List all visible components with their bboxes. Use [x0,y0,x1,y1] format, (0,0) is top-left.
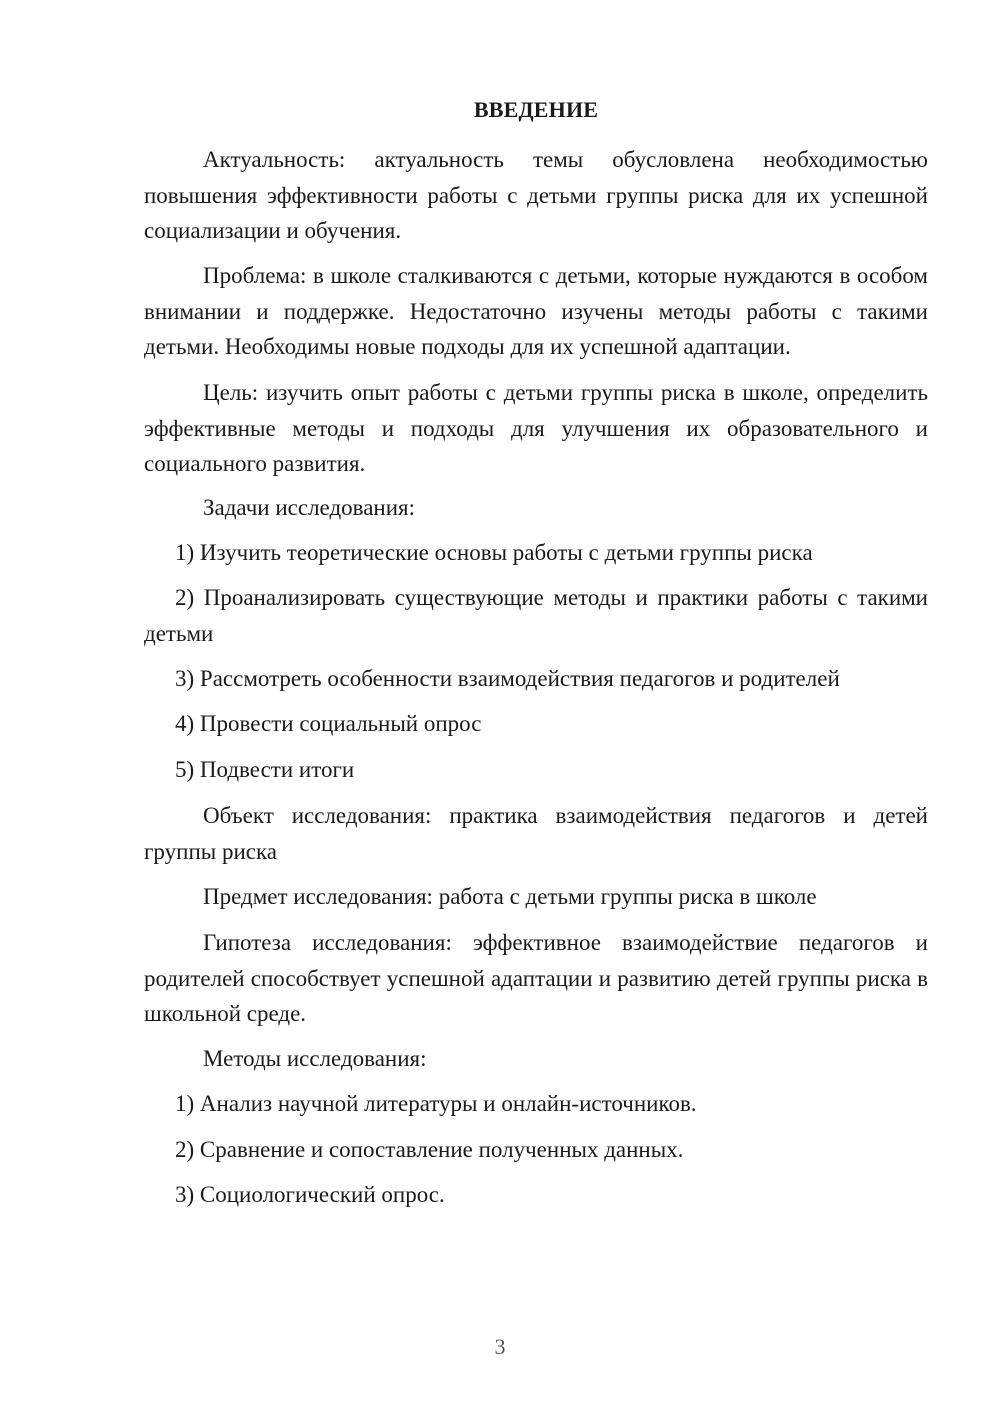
method-item: 2) Сравнение и сопоставление полученных данных. [175,1137,684,1162]
method-item: 1) Анализ научной литературы и онлайн-источников. [175,1091,697,1116]
task-item: 1) Изучить теоретические основы работы с детьми группы риска [175,540,813,565]
problem-paragraph: Проблема: в школе сталкиваются с детьми, которые нуждаются в особом внимании и поддержке. Недостаточно изучены методы работы с такими детьми. Необходимы новые подходы для их успешной адаптации. [144,263,928,359]
task-item: 3) Рассмотреть особенности взаимодействия педагогов и родителей [175,666,840,691]
tasks-heading: Задачи исследования: [203,495,416,520]
task-item: 4) Провести социальный опрос [175,711,482,736]
method-item: 3) Социологический опрос. [175,1182,445,1207]
goal-paragraph: Цель: изучить опыт работы с детьми группы риска в школе, определить эффективные методы и подходы для улучшения их образовательного и социального развития. [144,380,928,476]
page-title: ВВЕДЕНИЕ [473,97,599,122]
task-item: 2) Проанализировать существующие методы и практики работы с такими детьми [144,585,928,646]
hypothesis-paragraph: Гипотеза исследования: эффективное взаимодействие педагогов и родителей способствует успешной адаптации и развитию детей группы риска в школьной среде. [144,930,928,1026]
relevance-paragraph: Актуальность: актуальность темы обусловлена необходимостью повышения эффективности работы с детьми группы риска для их успешной социализации и обучения. [144,147,928,243]
object-paragraph: Объект исследования: практика взаимодействия педагогов и детей группы риска [144,803,928,864]
subject-paragraph: Предмет исследования: работа с детьми группы риска в школе [203,884,817,909]
task-item: 5) Подвести итоги [175,757,355,782]
page-number: 3 [494,1334,506,1359]
methods-heading: Методы исследования: [203,1046,427,1071]
